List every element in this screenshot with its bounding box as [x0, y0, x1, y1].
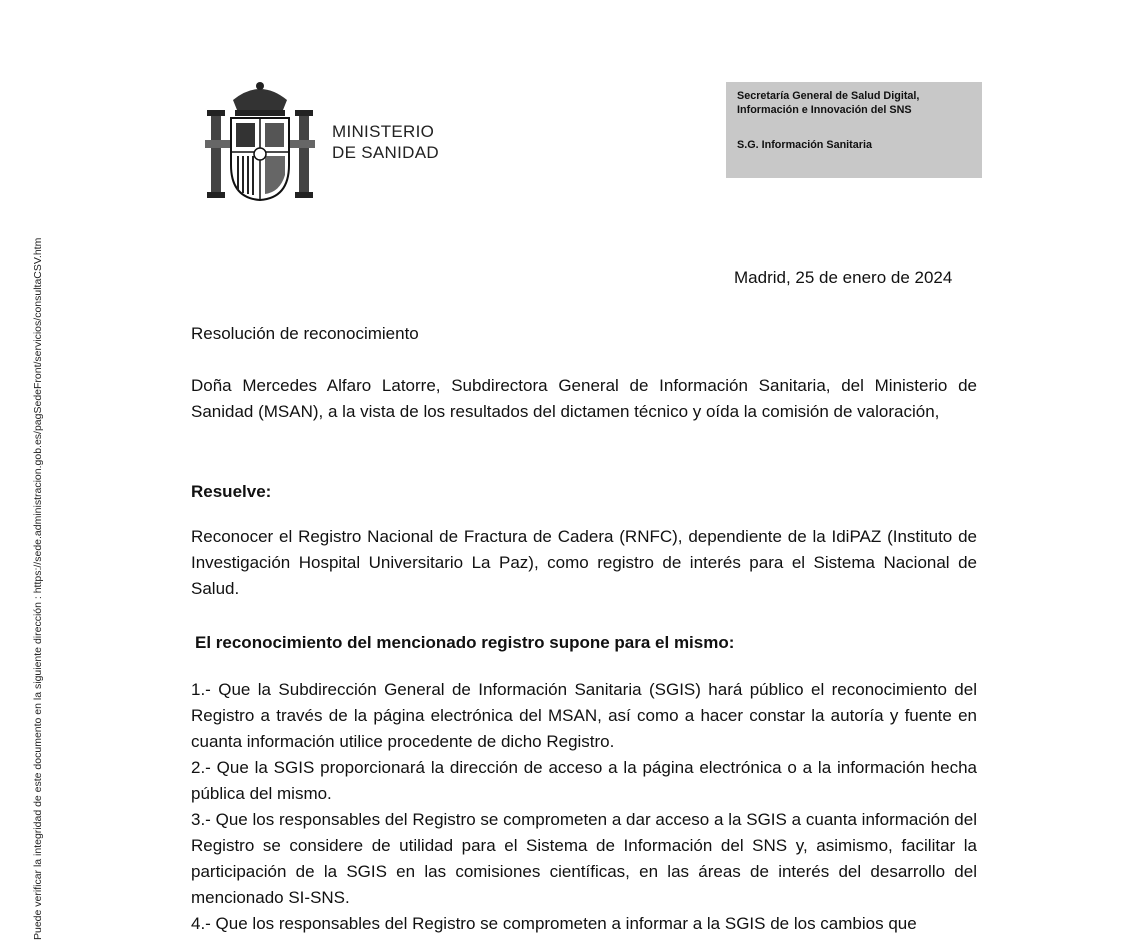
list-item: 3.- Que los responsables del Registro se comprometen a dar acceso a la SGIS a cuanta información del Registro se considere de utilidad para el Sistema de Información del SNS y, asimismo, facilitar la participación de la SGIS en las comisiones científicas, en las áreas de interés del desarrollo del mencionado SI-SNS.	[191, 810, 977, 907]
department-line-1: Secretaría General de Salud Digital,	[737, 90, 920, 102]
document-subject: Resolución de reconocimiento	[191, 324, 419, 343]
list-item: 4.- Que los responsables del Registro se comprometen a informar a la SGIS de los cambios que	[191, 914, 917, 933]
resolves-heading: Resuelve:	[191, 482, 272, 501]
document-date: Madrid, 25 de enero de 2024	[734, 268, 953, 287]
recognition-paragraph: Reconocer el Registro Nacional de Fractura de Cadera (RNFC), dependiente de la IdiPAZ (Instituto de Investigación Hospital Universitario La Paz), como registro de interés para el Sistema Nacional de Salud.	[191, 527, 977, 598]
department-line-2: Información e Innovación del SNS	[737, 104, 912, 116]
department-line-3: S.G. Información Sanitaria	[737, 139, 872, 151]
ministry-name	[332, 121, 439, 163]
section-title: El reconocimiento del mencionado registro supone para el mismo:	[195, 633, 735, 652]
ministry-line-2: DE SANIDAD	[332, 143, 439, 162]
list-item: 2.- Que la SGIS proporcionará la dirección de acceso a la página electrónica o a la información hecha pública del mismo.	[191, 758, 977, 803]
list-item: 1.- Que la Subdirección General de Información Sanitaria (SGIS) hará público el reconocimiento del Registro a través de la página electrónica del MSAN, así como a hacer constar la autoría y fuente en cuanta información utilice procedente de dicho Registro.	[191, 680, 977, 751]
intro-paragraph: Doña Mercedes Alfaro Latorre, Subdirectora General de Información Sanitaria, del Ministerio de Sanidad (MSAN), a la vista de los resultados del dictamen técnico y oída la comisión de valoración,	[191, 376, 977, 421]
coat-of-arms-icon	[205, 80, 315, 202]
verification-note: Puede verificar la integridad de este documento en la siguiente dirección : https://sede.administracion.gob.es/pagSedeFront/servicios/consultaCSV.htm	[32, 237, 44, 940]
department-box	[726, 82, 982, 178]
ministry-line-1: MINISTERIO	[332, 122, 435, 141]
items-list	[191, 677, 977, 941]
